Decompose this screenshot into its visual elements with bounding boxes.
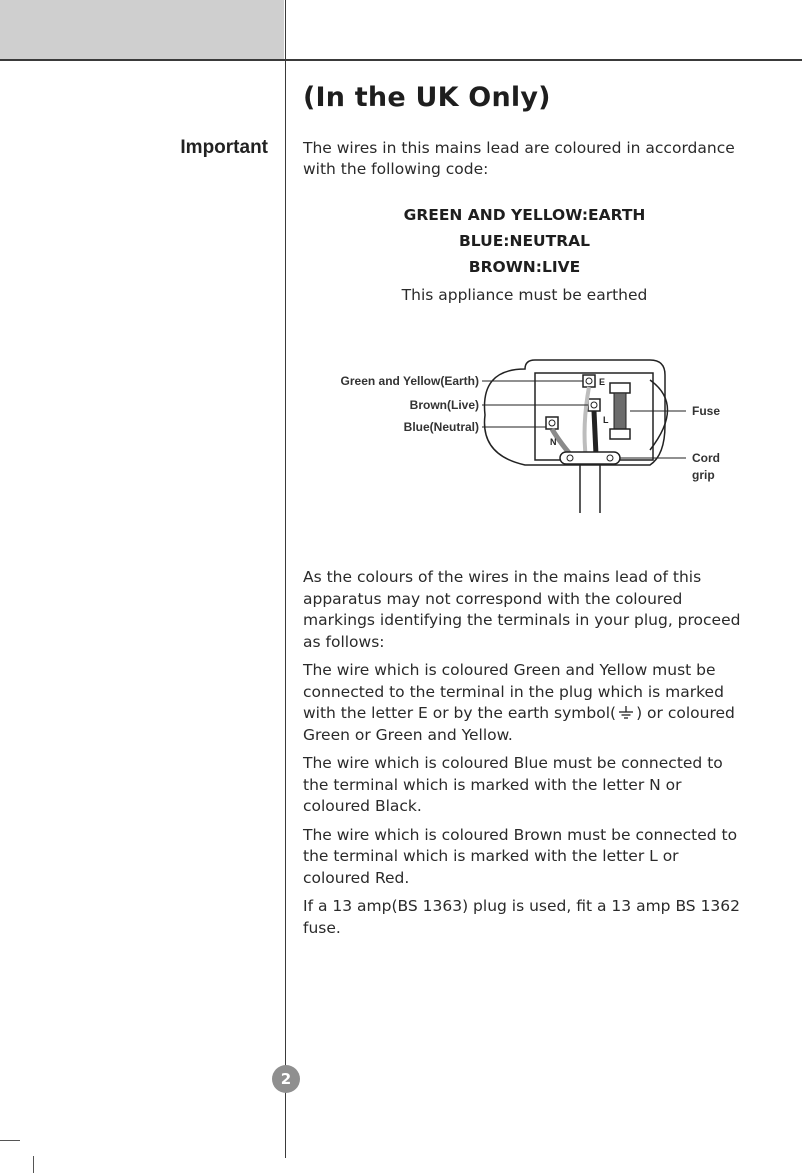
wiring-instructions bbox=[303, 567, 748, 946]
cord-grip bbox=[560, 452, 620, 464]
terminal-label-l: L bbox=[603, 415, 609, 425]
terminal-live bbox=[588, 399, 600, 411]
column-divider bbox=[285, 0, 286, 1158]
crop-mark-horizontal bbox=[0, 1140, 20, 1141]
wire-live bbox=[594, 411, 596, 455]
important-label: Important bbox=[180, 137, 268, 158]
code-earth: GREEN AND YELLOW:EARTH bbox=[403, 206, 646, 224]
earth-symbol-icon bbox=[617, 706, 635, 720]
header-band bbox=[0, 0, 284, 59]
paragraph-3: The wire which is coloured Blue must be connected to the terminal which is marked with the letter N or coloured Black. bbox=[303, 754, 723, 815]
label-neutral: Blue(Neutral) bbox=[403, 420, 479, 434]
code-live: BROWN:LIVE bbox=[468, 258, 581, 276]
label-fuse: Fuse bbox=[692, 404, 721, 418]
wire-colour-codes bbox=[303, 202, 746, 308]
terminal-neutral bbox=[546, 417, 558, 429]
label-grip: grip bbox=[692, 468, 715, 482]
label-earth: Green and Yellow(Earth) bbox=[340, 374, 479, 388]
terminal-label-e: E bbox=[599, 377, 606, 387]
paragraph-1: As the colours of the wires in the mains lead of this apparatus may not correspond with the coloured markings identifying the terminals in your plug, proceed as follows: bbox=[303, 568, 741, 651]
plug-wiring-diagram bbox=[320, 355, 740, 520]
paragraph-4: The wire which is coloured Brown must be connected to the terminal which is marked with the letter L or coloured Red. bbox=[303, 825, 738, 887]
label-live: Brown(Live) bbox=[409, 398, 479, 412]
plug-body bbox=[485, 360, 666, 465]
wire-earth bbox=[585, 387, 589, 459]
paragraph-5: If a 13 amp(BS 1363) plug is used, fit a 13 amp BS 1362 fuse. bbox=[303, 897, 741, 937]
paragraph-2: The wire which is coloured Green and Yellow must be connected to the terminal in the plug which is marked with the letter E or by the earth symbol( ) or coloured Green or Green and Yellow. bbox=[303, 661, 735, 744]
intro-text: The wires in this mains lead are coloured in accordance with the following code: bbox=[303, 139, 735, 178]
page-number-badge: 2 bbox=[272, 1065, 300, 1093]
fuse-shape bbox=[610, 383, 630, 439]
terminal-earth bbox=[583, 375, 595, 387]
label-cord: Cord bbox=[692, 451, 720, 465]
terminal-label-n: N bbox=[550, 437, 557, 447]
code-neutral: BLUE:NEUTRAL bbox=[458, 232, 591, 250]
crop-mark-vertical bbox=[33, 1156, 34, 1173]
header-rule bbox=[0, 59, 802, 61]
page-title: (In the UK Only) bbox=[303, 82, 551, 113]
earthed-note: This appliance must be earthed bbox=[401, 286, 648, 304]
